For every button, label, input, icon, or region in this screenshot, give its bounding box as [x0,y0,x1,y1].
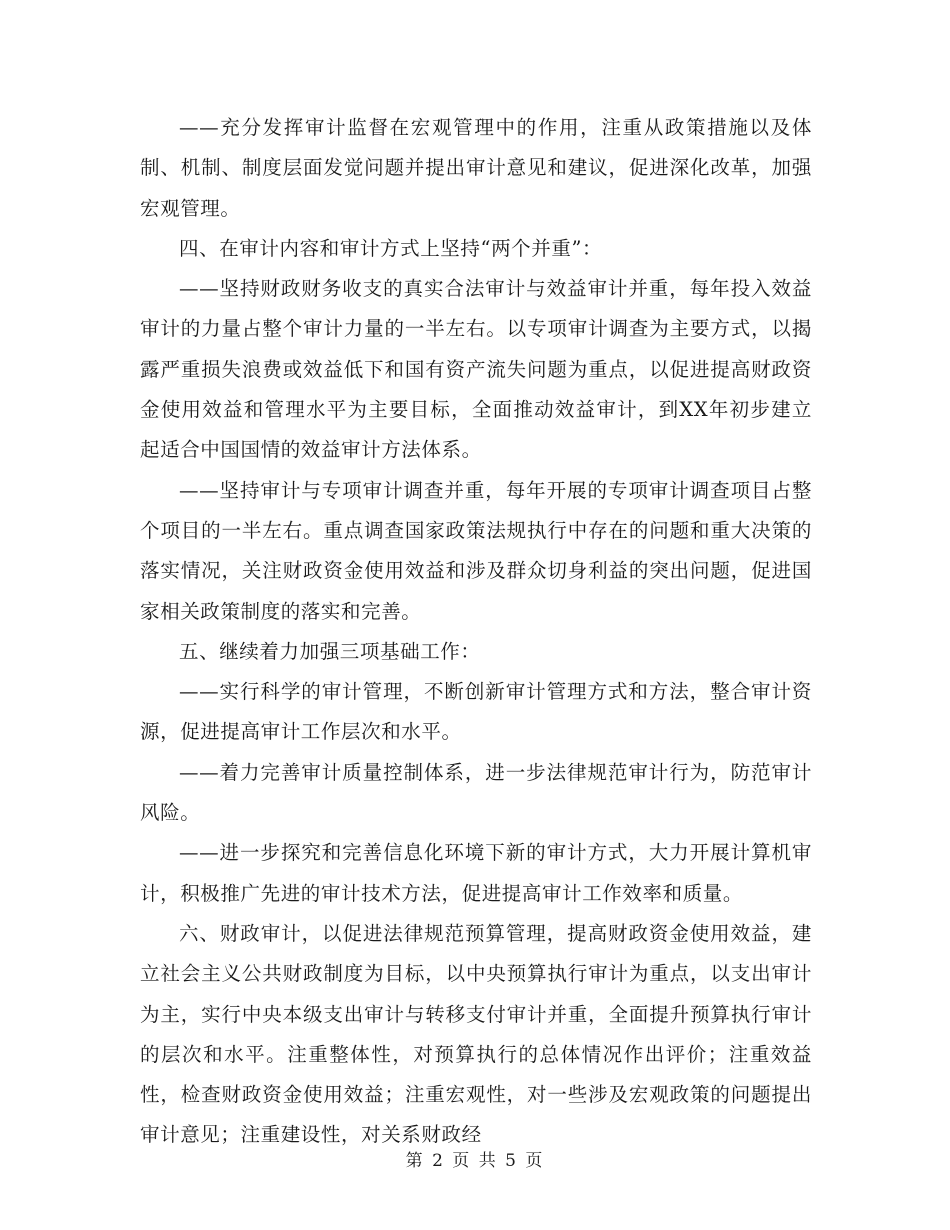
paragraph: ——着力完善审计质量控制体系，进一步法律规范审计行为，防范审计风险。 [140,760,812,825]
page-footer [0,1146,950,1171]
section-heading: 四、在审计内容和审计方式上坚持“两个并重”： [179,236,603,260]
paragraph: ——坚持财政财务收支的真实合法审计与效益审计并重，每年投入效益审计的力量占整个审计力量的一半左右。以专项审计调查为主要方式，以揭露严重损失浪费或效益低下和国有资产流失问题为重点，以促进提高财政资金使用效益和管理水平为主要目标，全面推动效益审计，到XX年初步建立起适合中国国情的效益审计方法体系。 [140,277,812,462]
section-heading: 五、继续着力加强三项基础工作： [179,639,481,663]
document-body [140,108,812,1156]
paragraph: ——实行科学的审计管理，不断创新审计管理方式和方法，整合审计资源，促进提高审计工作层次和水平。 [140,680,812,744]
paragraph: ——充分发挥审计监督在宏观管理中的作用，注重从政策措施以及体制、机制、制度层面发觉问题并提出审计意见和建议，促进深化改革，加强宏观管理。 [140,116,812,220]
paragraph: ——坚持审计与专项审计调查并重，每年开展的专项审计调查项目占整个项目的一半左右。重点调查国家政策法规执行中存在的问题和重大决策的落实情况，关注财政资金使用效益和涉及群众切身利益的突出问题，促进国家相关政策制度的落实和完善。 [140,478,812,623]
page-number-label: 第 2 页 共 5 页 [405,1151,545,1171]
paragraph: 六、财政审计，以促进法律规范预算管理，提高财政资金使用效益，建立社会主义公共财政制度为目标，以中央预算执行审计为重点，以支出审计为主，实行中央本级支出审计与转移支付审计并重，全面提升预算执行审计的层次和水平。注重整体性，对预算执行的总体情况作出评价；注重效益性，检查财政资金使用效益；注重宏观性，对一些涉及宏观政策的问题提出审计意见；注重建设性，对关系财政经 [140,921,812,1147]
paragraph: ——进一步探究和完善信息化环境下新的审计方式，大力开展计算机审计，积极推广先进的审计技术方法，促进提高审计工作效率和质量。 [140,841,812,905]
